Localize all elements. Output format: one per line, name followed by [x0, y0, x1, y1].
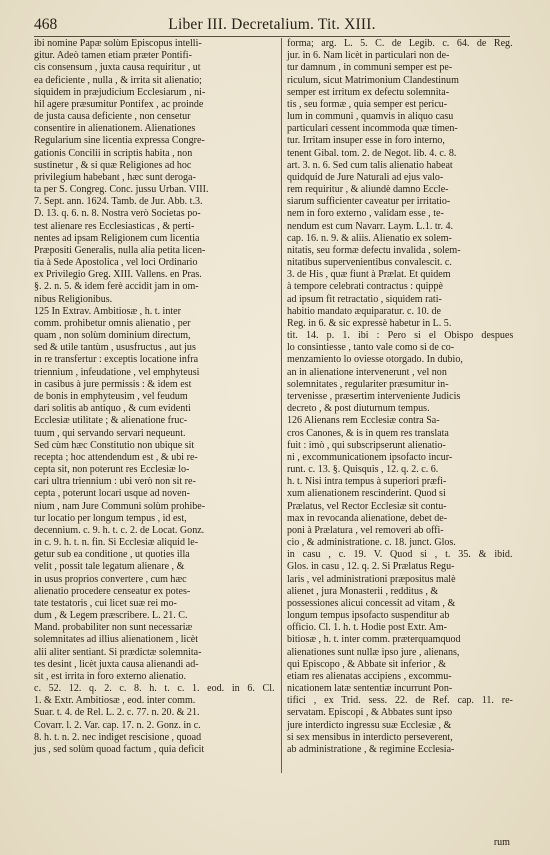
text-line: alii aliter sentiant. Si prædictæ solemnita- — [34, 646, 202, 658]
text-line: jus , sed solùm quoad factum , quia deficit — [34, 743, 205, 755]
text-line: velit , possit tale legatum alienare , & — [34, 561, 185, 573]
text-line: ea deficiente , nulla , & irrita sit alienatio; — [34, 74, 202, 86]
text-line: à tempore celebrati contractus : quippè — [287, 281, 443, 293]
text-line: riculum, sicut Matrimonium Clandestinum — [287, 74, 459, 86]
text-line: in c. 9. h. t. n. fin. Si Ecclesiæ aliquid le- — [34, 537, 199, 549]
text-line: triennium , infeudatione , vel emphyteusi — [34, 366, 200, 378]
text-line: nibus Religionibus. — [34, 293, 113, 305]
text-line: decennium. c. 9. h. t. c. 2. de Locat. Gonz. — [34, 524, 205, 536]
text-line: solemnitates ad illius alienationem , licèt — [34, 634, 199, 646]
text-line: quidquid de Jure Naturali ad ejus valo- — [287, 171, 444, 183]
text-line: an in alienatione intervenerunt , vel non — [287, 366, 447, 378]
text-line: recepta ; hoc attendendum est , & ubi re- — [34, 451, 198, 463]
text-line: Glos. in casu , 12. q. 2. Si Prælatus Regu- — [287, 561, 455, 573]
text-line: cari ultra triennium : ubi verò non sit re- — [34, 476, 196, 488]
text-line: siquidem in præjudicium Ecclesiarum , ni- — [34, 86, 206, 98]
running-title: Liber III. Decretalium. Tit. XIII. — [168, 16, 376, 33]
text-line: h. t. Nisi intra tempus à superiori præfi- — [287, 476, 447, 488]
text-line: alienationes sunt nullæ ipso jure , alienans, — [287, 646, 460, 658]
text-line: in usus proprios convertere , cum hæc — [34, 573, 187, 585]
text-line: tur locatio per longum tempus , id est, — [34, 512, 187, 524]
text-line: nem in foro externo , validam esse , te- — [287, 208, 444, 220]
text-line: ta per S. Congreg. Conc. jussu Urban. VIII. — [34, 184, 209, 196]
text-line: gitur. Adeò tamen etiam præter Pontifi- — [34, 50, 192, 62]
text-line: tia à Sede Apostolica , vel loci Ordinario — [34, 257, 198, 269]
text-line: habitio mandato æquiparatur. c. 10. de — [287, 305, 442, 317]
text-line: Mand. probabiliter non sunt necessariæ — [34, 622, 193, 634]
text-line: Prælatus, vel Rector Ecclesiæ sit contu- — [287, 500, 447, 512]
text-line: 7. Sept. ann. 1624. Tamb. de Jur. Abb. t.3. — [34, 196, 203, 208]
running-header — [34, 14, 510, 36]
text-line: privilegium habebant , hæc sunt deroga- — [34, 171, 196, 183]
text-line: menzamiento lo oviesse otorgado. In dubio, — [287, 354, 463, 366]
text-line: dari solitis ab antiquo , & cum evidenti — [34, 403, 191, 415]
text-line: etiam res alienatas accipiens , excommu- — [287, 670, 452, 682]
text-line: §. 2. n. 5. & idem ferè accidit jam in om- — [34, 281, 199, 293]
text-line: consentire in alienationem. Alienationes — [34, 123, 196, 135]
text-line: de justa causa deficiente , non censetur — [34, 111, 191, 123]
text-line: nentes ad ipsam Religionem cum licentia — [34, 232, 200, 244]
text-line: cis consensum , juxta causa requiritur , ut — [34, 62, 201, 74]
text-line: Suar. t. 4. de Rel. L. 2. c. 77. n. 20. & 21. — [34, 707, 200, 719]
text-line: Sed cùm hæc Constitutio non ubique sit — [34, 439, 195, 451]
text-line: test alienare res Ecclesiasticas , & perti- — [34, 220, 195, 232]
text-line: D. 13. q. 6. n. 8. Nostra verò Societas po- — [34, 208, 201, 220]
header-rule — [34, 36, 510, 37]
text-line: siarum sufficienter caveatur per irritatio- — [287, 196, 451, 208]
right-column — [287, 38, 513, 756]
text-line: tifici , ex Trid. sess. 22. de Ref. cap. 11. re- — [287, 695, 513, 707]
text-line: cepta , poterunt locari usque ad noven- — [34, 488, 190, 500]
text-line: jure interdicto ingressu suæ Ecclesiæ , & — [287, 719, 452, 731]
text-line: Covarr. l. 2. Var. cap. 17. n. 2. Gonz. in c. — [34, 719, 201, 731]
text-line: Regularium sine licentia expressa Congre- — [34, 135, 205, 147]
text-line: c. 52. 12. q. 2. c. 8. h. t. c. 1. eod. in 6. Cl. — [34, 683, 275, 695]
text-line: nendum est cum Navarr. Laym. L.1. tr. 4. — [287, 220, 454, 232]
text-line: qui Episcopo , & Abbate sit inferior , & — [287, 658, 447, 670]
text-line: tit. 14. p. 1. ibi : Pero si el Obispo despues — [287, 330, 514, 342]
text-line: in casibus à jure permissis : & idem est — [34, 378, 192, 390]
text-line: cio , & administratione. c. 18. junct. Glos. — [287, 537, 456, 549]
text-line: 126 Alienans rem Ecclesiæ contra Sa- — [287, 415, 440, 427]
text-line: tenent Gibal. tom. 2. de Negot. lib. 4. c. 8. — [287, 147, 457, 159]
text-line: ad ipsum fit retractatio , siquidem rati- — [287, 293, 442, 305]
text-line: hil agere præsumitur Pontifex , ac proinde — [34, 98, 204, 110]
text-line: lo consintiesse , tanto vale como si de co- — [287, 342, 455, 354]
text-line: alienet , jura Monasterii , redditus , & — [287, 585, 439, 597]
text-line: ibi nomine Papæ solùm Episcopus intelli- — [34, 38, 202, 49]
text-line: ni , excommunicationem ipsofacto incur- — [287, 451, 453, 463]
text-line: comm. prohibetur omnis alienatio , per — [34, 317, 191, 329]
text-line: bitiosæ , h. t. inter comm. præterquamquod — [287, 634, 461, 646]
text-line: tate testatoris , cui licet suæ rei mo- — [34, 597, 177, 609]
text-line: lum in communi , quamvis in aliquo casu — [287, 111, 454, 123]
page-number: 468 — [34, 16, 58, 33]
text-line: nium , nam Jure Communi solùm prohibe- — [34, 500, 206, 512]
text-line: possessiones alicui concessit ad vitam , & — [287, 597, 456, 609]
text-line: forma; arg. L. 5. C. de Legib. c. 64. de Reg. — [287, 38, 513, 49]
text-line: nitatibus supervenientibus convalescit. c. — [287, 257, 452, 269]
text-line: si sex mensibus in interdicto perseverent, — [287, 731, 453, 743]
text-line: laris , vel administrationi præpositus malè — [287, 573, 456, 585]
text-line: Ecclesiæ utilitate ; & alienatione fruc- — [34, 415, 188, 427]
text-line: fuit : imò , qui subscripserunt alienatio- — [287, 439, 446, 451]
text-line: particulari cessent incommoda quæ timen- — [287, 123, 458, 135]
text-line: tervenisse , præsertim interveniente Judicis — [287, 390, 461, 402]
text-line: tur. Irritam insuper esse in foro interno, — [287, 135, 445, 147]
text-line: dum , & Legem præscribere. L. 21. C. — [34, 610, 188, 622]
text-line: 1. & Extr. Ambitiosæ , eod. inter comm. — [34, 695, 196, 707]
text-line: in casu , c. 19. V. Quod si , t. 35. & ibid. — [287, 549, 513, 561]
text-line: decreto , & post diuturnum tempus. — [287, 403, 430, 415]
text-line: Reg. in 6. & sic expressè habetur in L. 5. — [287, 317, 452, 329]
text-line: officio. Cl. 1. h. t. Hodie post Extr. Am- — [287, 622, 447, 634]
text-line: art. 3. n. 6. Sed cum talis alienatio habeat — [287, 159, 453, 171]
text-line: semper est irritum ex defectu solemnita- — [287, 86, 450, 98]
text-line: cros Canones, & is in quem res translata — [287, 427, 449, 439]
text-line: alienatio procedere censeatur ex potes- — [34, 585, 191, 597]
text-line: solemnitates , regulariter præsumitur in- — [287, 378, 449, 390]
text-line: getur sub ea conditione , ut quoties illa — [34, 549, 190, 561]
text-line: xum alienationem rescinderint. Quod si — [287, 488, 446, 500]
column-divider — [281, 38, 282, 773]
text-line: 125 In Extrav. Ambitiosæ , h. t. inter — [34, 305, 181, 317]
text-line: tis , seu formæ , quia semper est pericu- — [287, 98, 448, 110]
text-line: rem requiritur , & aliundè damno Eccle- — [287, 184, 449, 196]
text-line: tes desint , licèt juxta causa alienandi ad- — [34, 658, 199, 670]
text-line: Præpositi Generalis, nulla alia petita licen- — [34, 244, 206, 256]
text-line: sit , est irrita in foro externo alienatio. — [34, 670, 187, 682]
text-line: sustinetur , & si quæ Religiones ad hoc — [34, 159, 192, 171]
text-line: cap. 16. n. 9. & aliis. Alienatio ex solem- — [287, 232, 452, 244]
text-line: nicationem latæ sententiæ incurrunt Pon- — [287, 683, 453, 695]
text-line: jur. in 6. Nam licèt in particulari non de- — [287, 50, 450, 62]
text-line: de bonis in emphyteusim , vel feudum — [34, 390, 188, 402]
text-line: longum tempus ipsofacto suspenditur ab — [287, 610, 450, 622]
text-line: runt. c. 13. §. Quisquis , 12. q. 2. c. 6. — [287, 464, 439, 476]
text-line: cepta sit, non poterunt res Ecclesiæ lo- — [34, 464, 190, 476]
text-line: max in revocanda alienatione, debet de- — [287, 512, 448, 524]
left-column — [34, 38, 275, 756]
catchword: rum — [493, 837, 510, 848]
text-line: tuum , qui servando servari nequeunt. — [34, 427, 186, 439]
text-line: servatam. Episcopi , & Abbates sunt ipso — [287, 707, 453, 719]
text-line: quam , non solùm dominium directum, — [34, 330, 191, 342]
text-line: ex Privilegio Greg. XIII. Vallens. en Pras. — [34, 269, 202, 281]
text-line: tur damnum , in communi semper est pe- — [287, 62, 453, 74]
text-line: ab administratione , & regimine Ecclesia- — [287, 743, 455, 755]
text-line: sed & utile tantùm , ususfructus , aut jus — [34, 342, 196, 354]
text-line: 3. de His , quæ fiunt à Prælat. Et quidem — [287, 269, 451, 281]
text-line: 8. h. t. n. 2. nec indiget rescisione , quoad — [34, 731, 202, 743]
text-line: poni à Prælatura , vel removeri ab offi- — [287, 524, 444, 536]
text-line: nitatis, seu formæ defectu invalida , solem- — [287, 244, 461, 256]
text-line: gationis Concilii in scriptis habita , non — [34, 147, 193, 159]
text-line: in re transfertur : exceptis locatione infra — [34, 354, 199, 366]
